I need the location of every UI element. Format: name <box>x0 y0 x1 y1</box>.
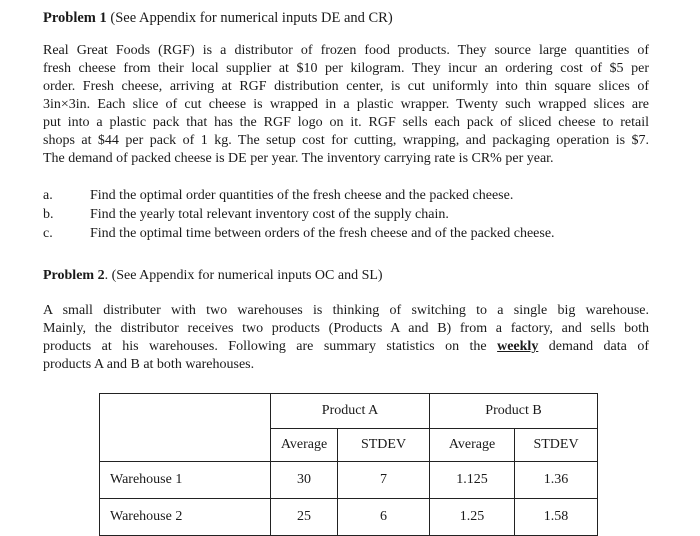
product-b-header: Product B <box>430 394 598 429</box>
paragraph-line: Mainly, the distributor receives two products (Products A and B) from a factory, and sells both <box>43 321 649 336</box>
table-cell: 25 <box>271 499 338 536</box>
column-header-average: Average <box>271 429 338 462</box>
column-header-average: Average <box>430 429 515 462</box>
paragraph-line: shops at $44 per pack of 1 kg. The setup cost for cutting, wrapping, and packaging operation is $7. <box>43 133 649 148</box>
list-marker: c. <box>43 226 53 241</box>
row-label: Warehouse 1 <box>100 462 271 499</box>
problem1-title: Problem 1 <box>43 10 107 26</box>
product-a-header: Product A <box>271 394 430 429</box>
problem1-subtitle: (See Appendix for numerical inputs DE and CR) <box>106 10 393 26</box>
paragraph-line: The demand of packed cheese is DE per year. The inventory carrying rate is CR% per year. <box>43 151 554 166</box>
list-marker: a. <box>43 188 53 203</box>
column-header-stdev: STDEV <box>338 429 430 462</box>
table-header-row <box>100 394 598 429</box>
paragraph-line <box>43 338 649 356</box>
problem2-paragraph <box>43 302 649 374</box>
table-cell: 6 <box>338 499 430 536</box>
paragraph-line: Real Great Foods (RGF) is a distributor of frozen food products. They source large quantities of <box>43 43 649 58</box>
paragraph-line: order. Fresh cheese, arriving at RGF distribution center, is cut uniformly into thin square slices of <box>43 79 649 94</box>
paragraph-line: products A and B at both warehouses. <box>43 357 255 372</box>
table-cell: 30 <box>271 462 338 499</box>
weekly-emphasis: weekly <box>497 339 539 354</box>
paragraph-line: A small distributer with two warehouses is thinking of switching to a single big warehouse. <box>43 303 649 318</box>
demand-statistics-table <box>99 393 598 536</box>
column-header-stdev: STDEV <box>515 429 598 462</box>
table-corner-cell <box>100 394 271 462</box>
table-cell: 1.36 <box>515 462 598 499</box>
paragraph-line: 3in×3in. Each slice of cut cheese is wrapped in a plastic wrapper. Twenty such wrapped slices are <box>43 97 649 112</box>
paragraph-text: products at his warehouses. Following are summary statistics on the <box>43 339 498 354</box>
problem1-heading <box>43 9 393 27</box>
table-row <box>100 462 598 499</box>
problem2-subtitle: . (See Appendix for numerical inputs OC and SL) <box>104 268 383 283</box>
table-cell: 1.125 <box>430 462 515 499</box>
problem2-heading <box>43 267 383 285</box>
table-cell: 1.25 <box>430 499 515 536</box>
list-marker: b. <box>43 207 54 222</box>
list-item-text: Find the yearly total relevant inventory cost of the supply chain. <box>90 207 449 222</box>
paragraph-text: demand data of <box>538 339 649 354</box>
list-item-text: Find the optimal time between orders of the fresh cheese and of the packed cheese. <box>90 226 555 241</box>
table-cell: 1.58 <box>515 499 598 536</box>
problem1-paragraph <box>43 42 649 168</box>
table-cell: 7 <box>338 462 430 499</box>
row-label: Warehouse 2 <box>100 499 271 536</box>
problem2-title: Problem 2 <box>43 268 105 283</box>
paragraph-line: put into a plastic pack that has the RGF logo on it. RGF sells each pack of sliced cheese to retail <box>43 115 649 130</box>
paragraph-line: fresh cheese from their local supplier at $10 per kilogram. They incur an ordering cost of $5 per <box>43 61 649 76</box>
list-item-text: Find the optimal order quantities of the fresh cheese and the packed cheese. <box>90 188 514 203</box>
